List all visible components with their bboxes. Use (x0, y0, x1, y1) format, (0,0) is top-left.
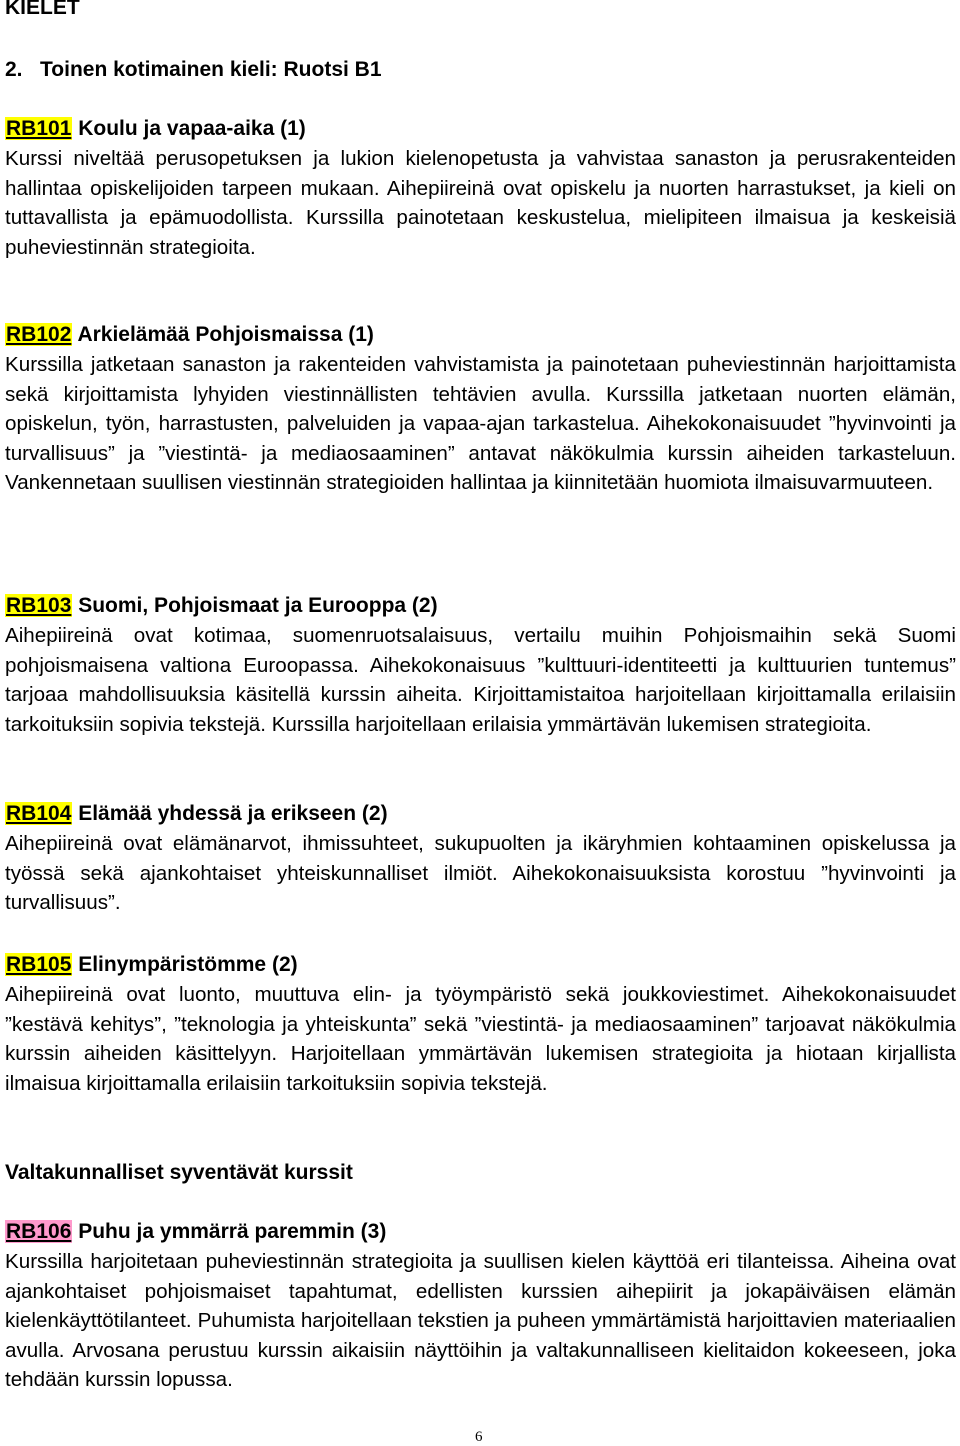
course-rb101 (5, 114, 956, 262)
course-description: Aihepiireinä ovat luonto, muuttuva elin- ja työympäristö sekä joukkoviestimet. Aihekokonaisuudet ”kestävä kehitys”, ”teknologia ja yhteiskunta” sekä ”viestintä- ja mediaosaaminen” tarjoavat näkökulmia kurssin aiheiden käsittelyyn. Harjoitellaan ymmärtävän lukemisen strategioita ja hiotaan kirjallista ilmaisua kirjoittamalla erilaisiin tarkoituksiin sopivia tekstejä. (5, 983, 956, 1095)
course-rb102 (5, 320, 956, 498)
course-code: RB103 (6, 594, 72, 617)
subject-title (5, 55, 382, 85)
course-code: RB101 (6, 117, 72, 140)
course-description: Kurssilla harjoitetaan puheviestinnän strategioita ja suullisen kielen käyttöä eri tilanteissa. Aiheina ovat ajankohtaiset pohjoismaiset tapahtumat, edellisten kurssien aihepiirit ja jokapäiväisen elämän kielenkäyttötilanteet. Puhumista harjoitellaan tekstien ja puheen ymmärtämistä harjoittavien materiaalien avulla. Arvosana perustuu kurssin aikaisiin näyttöihin ja valtakunnalliseen kielitaidon kokeeseen, joka tehdään kurssin lopussa. (5, 1250, 956, 1392)
course-title: Elämää yhdessä ja erikseen (2) (78, 802, 388, 825)
page-number: 6 (475, 1429, 483, 1445)
course-heading (5, 1217, 956, 1247)
course-code: RB105 (6, 953, 72, 976)
course-heading (5, 950, 956, 980)
course-rb104 (5, 799, 956, 918)
course-heading (5, 320, 956, 350)
course-description: Aihepiireinä ovat kotimaa, suomenruotsalaisuus, vertailu muihin Pohjoismaihin sekä Suomi pohjoismaisena valtiona Euroopassa. Aihekokonaisuus ”kulttuuri-identiteetti ja kulttuurien tuntemus” tarjoaa mahdollisuuksia käsitellä kurssin aiheita. Kirjoittamistaitoa harjoitellaan kirjoittamalla erilaisiin tarkoituksiin sopivia tekstejä. Kurssilla harjoitellaan erilaisia ymmärtävän lukemisen strategioita. (5, 624, 956, 736)
course-description: Kurssi niveltää perusopetuksen ja lukion kielenopetusta ja vahvistaa sanaston ja perusrakenteiden hallintaa opiskelijoiden tarpeen mukaan. Aihepiireinä ovat opiskelu ja nuorten harrastukset, ja kieli on tuttavallista ja epämuodollista. Kurssilla painotetaan keskustelua, mielipiteen ilmaisua ja keskeisiä puheviestinnän strategioita. (5, 147, 956, 259)
course-code: RB102 (6, 323, 72, 346)
course-description: Aihepiireinä ovat elämänarvot, ihmissuhteet, sukupuolten ja ikäryhmien kohtaaminen opiskelussa ja työssä sekä ajankohtaiset yhteiskunnalliset ilmiöt. Aihekokonaisuuksista korostuu ”hyvinvointi ja turvallisuus”. (5, 832, 956, 915)
course-title: Arkielämää Pohjoismaissa (1) (77, 323, 374, 346)
course-description: Kurssilla jatketaan sanaston ja rakenteiden vahvistamista ja painotetaan puheviestinnän harjoittamista sekä kirjoittamista lyhyiden viestinnällisten tehtävien avulla. Kurssilla jatketaan nuorten elämän, opiskelun, työn, harrastusten, palveluiden ja vapaa-ajan tarkastelua. Aihekokonaisuudet ”hyvinvointi ja turvallisuus” ja ”viestintä- ja mediaosaaminen” antavat näkökulmia kurssin aiheiden tarkasteluun. Vankennetaan suullisen viestinnän strategioiden hallintaa ja kiinnitetään huomiota ilmaisuvarmuuteen. (5, 353, 956, 495)
course-code: RB104 (6, 802, 72, 825)
subject-number: 2. (5, 58, 23, 81)
course-rb106 (5, 1217, 956, 1395)
course-heading (5, 799, 956, 829)
course-title: Elinympäristömme (2) (78, 953, 298, 976)
course-title: Puhu ja ymmärrä paremmin (3) (78, 1220, 387, 1243)
course-rb105 (5, 950, 956, 1098)
course-heading (5, 114, 956, 144)
course-code: RB106 (6, 1220, 72, 1243)
course-title: Koulu ja vapaa-aika (1) (78, 117, 306, 140)
course-heading (5, 591, 956, 621)
page-heading: KIELET (5, 0, 80, 19)
course-rb103 (5, 591, 956, 739)
subject-name: Toinen kotimainen kieli: Ruotsi B1 (40, 58, 382, 81)
section-heading: Valtakunnalliset syventävät kurssit (5, 1161, 353, 1184)
course-title: Suomi, Pohjoismaat ja Eurooppa (2) (78, 594, 438, 617)
